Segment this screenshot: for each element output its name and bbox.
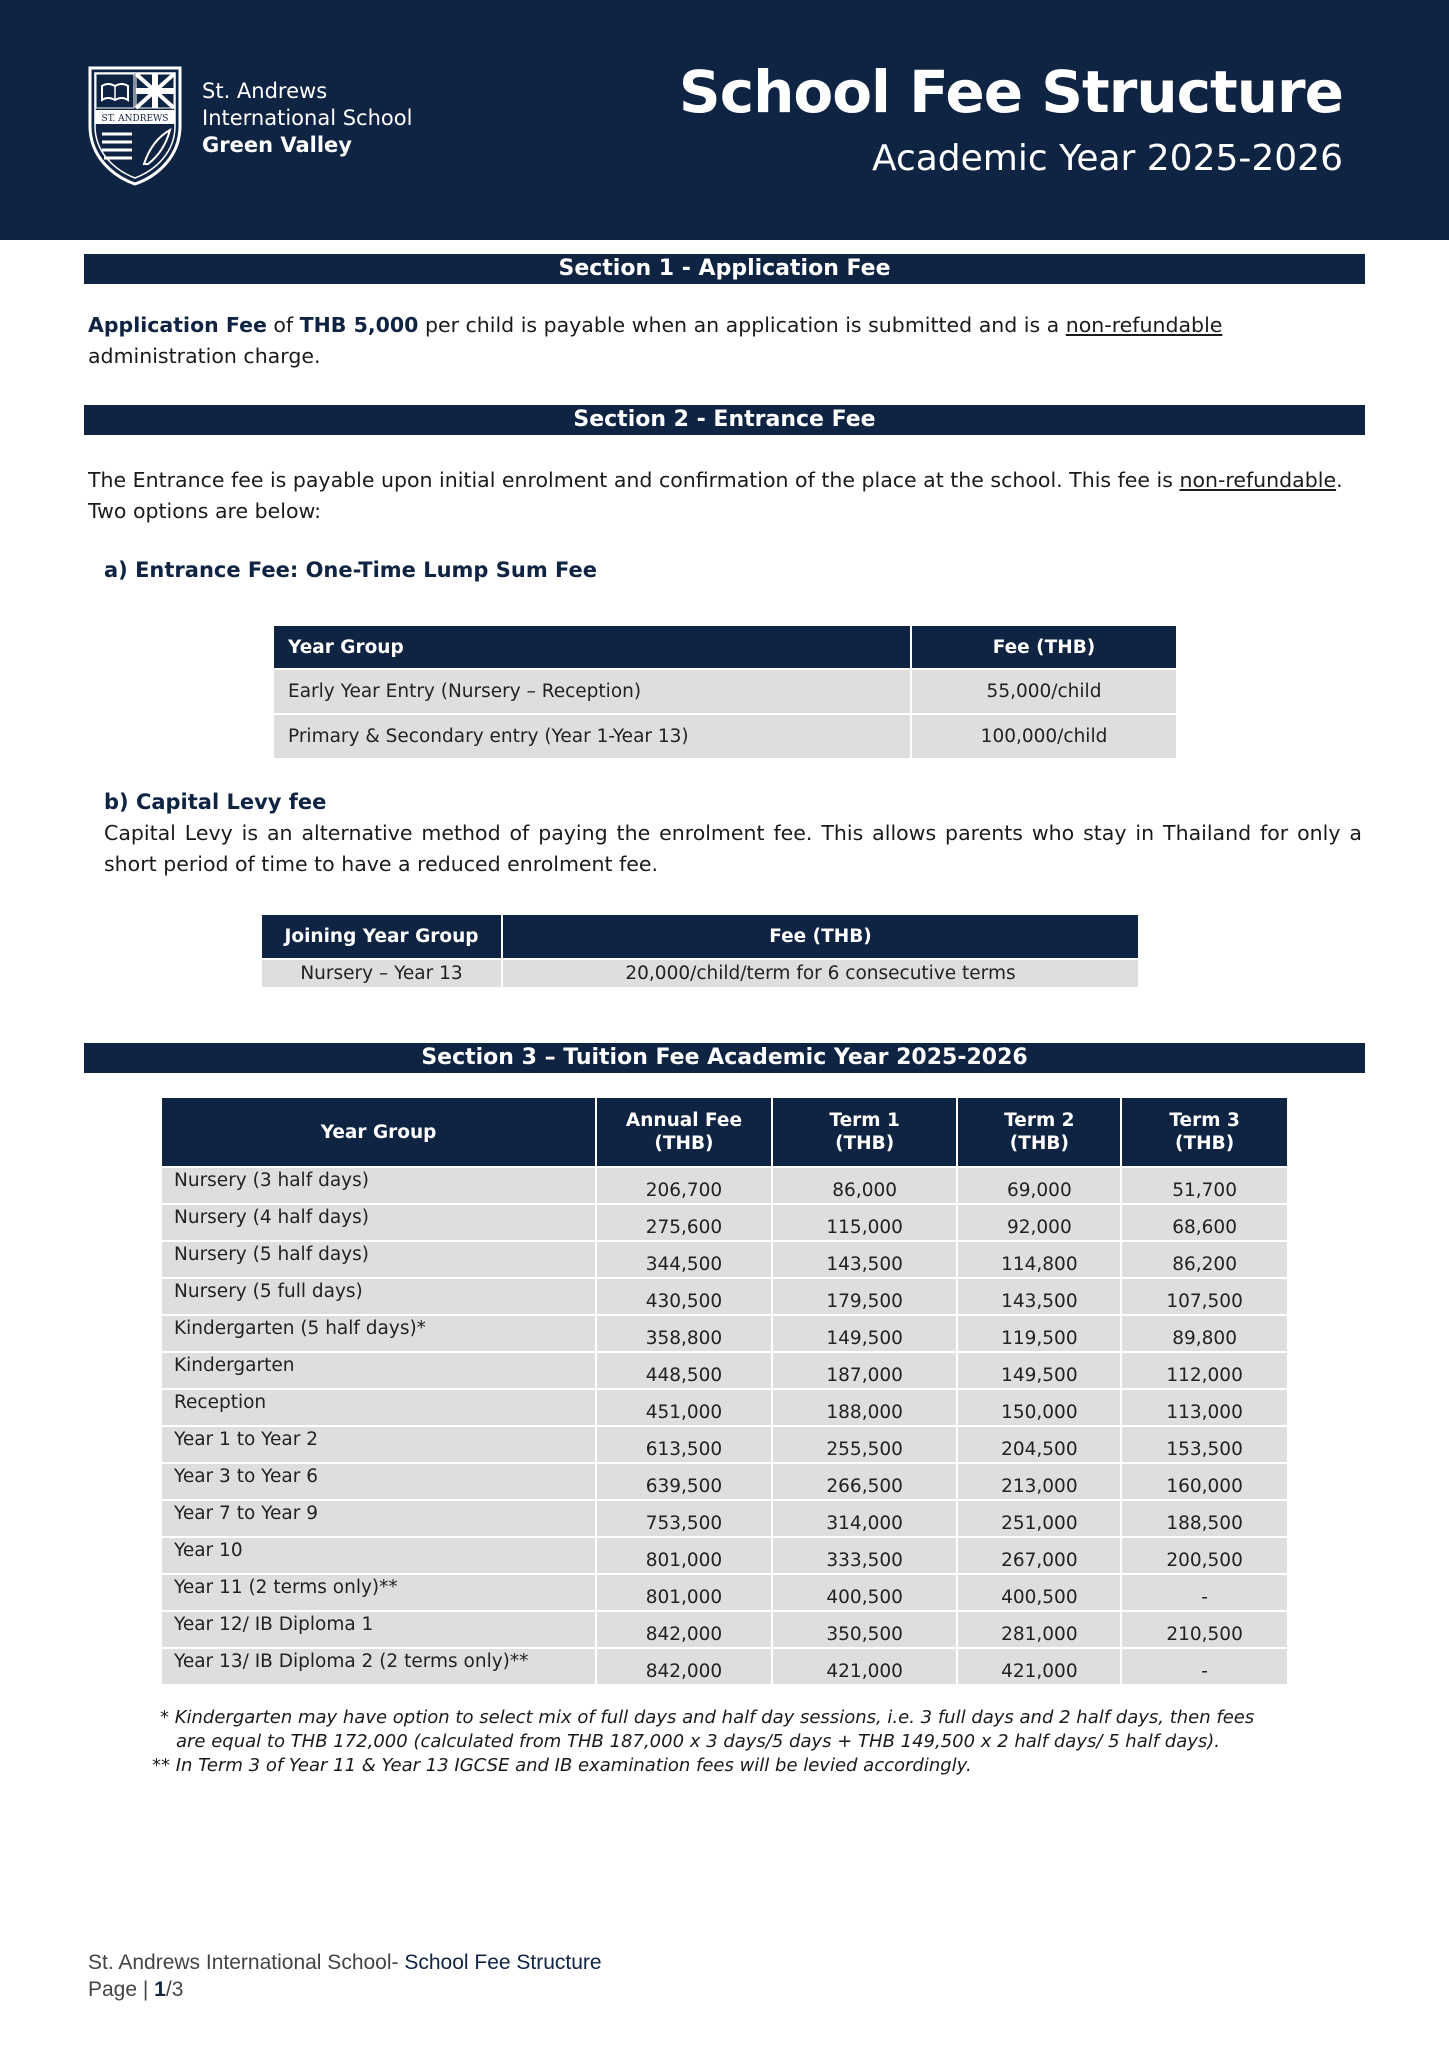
- document-subtitle: Academic Year 2025-2026: [871, 138, 1343, 179]
- fee-cell: 400,500: [957, 1574, 1121, 1611]
- table-row: [161, 1167, 1288, 1204]
- header-line: Year Group: [320, 1121, 437, 1143]
- fee-cell: 115,000: [772, 1204, 958, 1241]
- section1-title: Section 1 - Application Fee: [84, 254, 1365, 284]
- section2-paragraph: [88, 465, 1364, 527]
- document-title: School Fee Structure: [678, 58, 1343, 126]
- fee-cell: 160,000: [1121, 1463, 1288, 1500]
- entrance-fee-table: [272, 624, 1178, 760]
- table-header-row: [161, 1097, 1288, 1167]
- footnotes: [152, 1706, 1312, 1778]
- fee-cell: 842,000: [596, 1648, 772, 1685]
- year-group-cell: Year 11 (2 terms only)**: [161, 1574, 596, 1611]
- fee-cell: 153,500: [1121, 1426, 1288, 1463]
- table-row: [161, 1537, 1288, 1574]
- year-group-cell: Year 10: [161, 1537, 596, 1574]
- school-name-line2: International School: [202, 106, 413, 130]
- fee-cell: 314,000: [772, 1500, 958, 1537]
- table-row: [161, 1204, 1288, 1241]
- capital-levy-table: [260, 913, 1140, 989]
- table-row: [161, 1352, 1288, 1389]
- fee-cell: 275,600: [596, 1204, 772, 1241]
- header-line: (THB): [1175, 1133, 1235, 1154]
- section1-text3: administration charge.: [88, 344, 321, 368]
- fee-cell: 613,500: [596, 1426, 772, 1463]
- column-header: Year Group: [273, 625, 911, 669]
- fee-cell: 149,500: [957, 1352, 1121, 1389]
- fee-cell: 801,000: [596, 1574, 772, 1611]
- fee-cell: 114,800: [957, 1241, 1121, 1278]
- fee-cell: 801,000: [596, 1537, 772, 1574]
- fee-cell: 92,000: [957, 1204, 1121, 1241]
- school-name-line1: St. Andrews: [202, 79, 328, 103]
- column-header: Joining Year Group: [261, 914, 502, 959]
- fee-cell: 149,500: [772, 1315, 958, 1352]
- table-row: [161, 1278, 1288, 1315]
- fee-cell: 451,000: [596, 1389, 772, 1426]
- table-row: [161, 1463, 1288, 1500]
- table-header-row: [261, 914, 1139, 959]
- fee-cell: 143,500: [957, 1278, 1121, 1315]
- table-cell: 20,000/child/term for 6 consecutive terms: [502, 959, 1139, 988]
- column-header: Fee (THB): [911, 625, 1177, 669]
- fee-cell: 69,000: [957, 1167, 1121, 1204]
- year-group-cell: Kindergarten (5 half days)*: [161, 1315, 596, 1352]
- fee-cell: 400,500: [772, 1574, 958, 1611]
- footnote-kindergarten-cont: are equal to THB 172,000 (calculated from THB 187,000 x 3 days/5 days + THB 149,500 x 2 half days/ 5 half days).: [176, 1731, 1221, 1752]
- fee-cell: 267,000: [957, 1537, 1121, 1574]
- table-row: [161, 1574, 1288, 1611]
- header-line: Annual Fee: [625, 1110, 742, 1131]
- table-cell: 55,000/child: [911, 669, 1177, 714]
- fee-cell: 210,500: [1121, 1611, 1288, 1648]
- year-group-cell: Nursery (5 full days): [161, 1278, 596, 1315]
- svg-text:ST. ANDREWS: ST. ANDREWS: [101, 114, 169, 124]
- footer-page-number: 1: [154, 1978, 166, 2001]
- capital-levy-paragraph: Capital Levy is an alternative method of paying the enrolment fee. This allows parents who stay in Thailand for only a short period of time to have a reduced enrolment fee.: [104, 821, 1362, 876]
- table-cell: 100,000/child: [911, 714, 1177, 759]
- section3-title: Section 3 – Tuition Fee Academic Year 2025-2026: [84, 1043, 1365, 1073]
- fee-cell: 639,500: [596, 1463, 772, 1500]
- fee-cell: 119,500: [957, 1315, 1121, 1352]
- fee-cell: 89,800: [1121, 1315, 1288, 1352]
- table-row: [261, 959, 1139, 988]
- fee-cell: 251,000: [957, 1500, 1121, 1537]
- column-header-term2: [957, 1097, 1121, 1167]
- table-row: [161, 1500, 1288, 1537]
- header-line: (THB): [835, 1133, 895, 1154]
- year-group-cell: Year 13/ IB Diploma 2 (2 terms only)**: [161, 1648, 596, 1685]
- year-group-cell: Year 7 to Year 9: [161, 1500, 596, 1537]
- fee-cell: 150,000: [957, 1389, 1121, 1426]
- fee-cell: 333,500: [772, 1537, 958, 1574]
- fee-cell: 143,500: [772, 1241, 958, 1278]
- fee-cell: 281,000: [957, 1611, 1121, 1648]
- school-name-line3: Green Valley: [202, 133, 352, 157]
- year-group-cell: Nursery (5 half days): [161, 1241, 596, 1278]
- non-refundable-text: non-refundable: [1065, 313, 1223, 337]
- fee-cell: 358,800: [596, 1315, 772, 1352]
- year-group-cell: Kindergarten: [161, 1352, 596, 1389]
- fee-cell: 188,000: [772, 1389, 958, 1426]
- fee-cell: 112,000: [1121, 1352, 1288, 1389]
- year-group-cell: Year 1 to Year 2: [161, 1426, 596, 1463]
- fee-cell: 255,500: [772, 1426, 958, 1463]
- table-row: [161, 1611, 1288, 1648]
- subheading-capital-levy: b) Capital Levy fee: [104, 790, 327, 814]
- column-header-annual-fee: [596, 1097, 772, 1167]
- section2-text1: The Entrance fee is payable upon initial enrolment and confirmation of the place at the school. This fee is: [88, 468, 1180, 492]
- table-row: [161, 1315, 1288, 1352]
- fee-cell: 350,500: [772, 1611, 958, 1648]
- year-group-cell: Nursery (3 half days): [161, 1167, 596, 1204]
- section1-text1: of: [266, 313, 300, 337]
- section1-paragraph: [88, 310, 1364, 372]
- fee-cell: 344,500: [596, 1241, 772, 1278]
- page-footer: [88, 1949, 602, 2003]
- section2-title: Section 2 - Entrance Fee: [84, 405, 1365, 435]
- fee-cell: 179,500: [772, 1278, 958, 1315]
- table-cell: Early Year Entry (Nursery – Reception): [273, 669, 911, 714]
- fee-cell: 448,500: [596, 1352, 772, 1389]
- year-group-cell: Year 12/ IB Diploma 1: [161, 1611, 596, 1648]
- footer-page-total: /3: [165, 1978, 184, 2001]
- non-refundable-text: non-refundable: [1179, 468, 1337, 492]
- fee-cell: -: [1121, 1574, 1288, 1611]
- fee-cell: 86,200: [1121, 1241, 1288, 1278]
- subheading-lump-sum: a) Entrance Fee: One-Time Lump Sum Fee: [104, 558, 598, 582]
- header-line: Term 1: [829, 1110, 900, 1131]
- fee-cell: 107,500: [1121, 1278, 1288, 1315]
- year-group-cell: Reception: [161, 1389, 596, 1426]
- header-line: (THB): [654, 1133, 714, 1154]
- fee-cell: -: [1121, 1648, 1288, 1685]
- table-row: [161, 1389, 1288, 1426]
- header-line: Term 3: [1169, 1110, 1240, 1131]
- column-header: Fee (THB): [502, 914, 1139, 959]
- column-header-year-group: [161, 1097, 596, 1167]
- fee-cell: 266,500: [772, 1463, 958, 1500]
- section1-text2: per child is payable when an application is submitted and is a: [418, 313, 1066, 337]
- table-row: [273, 714, 1177, 759]
- table-cell: Primary & Secondary entry (Year 1-Year 13): [273, 714, 911, 759]
- footnote-kindergarten: * Kindergarten may have option to select mix of full days and half day sessions, i.e. 3 full days and 2 half days, then fees: [160, 1707, 1255, 1728]
- fee-cell: 113,000: [1121, 1389, 1288, 1426]
- column-header-term1: [772, 1097, 958, 1167]
- school-name: [202, 78, 412, 159]
- header-line: Term 2: [1004, 1110, 1075, 1131]
- fee-cell: 51,700: [1121, 1167, 1288, 1204]
- footer-school: St. Andrews International School-: [88, 1951, 405, 1974]
- header-line: (THB): [1009, 1133, 1069, 1154]
- fee-cell: 842,000: [596, 1611, 772, 1648]
- fee-cell: 68,600: [1121, 1204, 1288, 1241]
- fee-cell: 206,700: [596, 1167, 772, 1204]
- fee-cell: 204,500: [957, 1426, 1121, 1463]
- page-header: [0, 0, 1449, 240]
- footer-page-label: Page |: [88, 1978, 155, 2001]
- application-fee-amount: THB 5,000: [299, 313, 419, 337]
- table-row: [161, 1241, 1288, 1278]
- footer-doc-title: School Fee Structure: [404, 1951, 602, 1974]
- fee-cell: 213,000: [957, 1463, 1121, 1500]
- footnote-exam-fees: ** In Term 3 of Year 11 & Year 13 IGCSE and IB examination fees will be levied accordingly.: [152, 1755, 972, 1776]
- table-row: [273, 669, 1177, 714]
- fee-cell: 430,500: [596, 1278, 772, 1315]
- table-cell: Nursery – Year 13: [261, 959, 502, 988]
- fee-cell: 421,000: [957, 1648, 1121, 1685]
- fee-cell: 86,000: [772, 1167, 958, 1204]
- tuition-fee-table: [160, 1096, 1289, 1686]
- table-row: [161, 1648, 1288, 1685]
- table-header-row: [273, 625, 1177, 669]
- section2-text2: . Two options are below:: [88, 468, 1343, 523]
- footer-line2: [88, 1976, 602, 2003]
- fee-cell: 200,500: [1121, 1537, 1288, 1574]
- table-row: [161, 1426, 1288, 1463]
- school-crest-icon: [86, 64, 184, 188]
- application-fee-label: Application Fee: [88, 313, 267, 337]
- fee-cell: 187,000: [772, 1352, 958, 1389]
- year-group-cell: Year 3 to Year 6: [161, 1463, 596, 1500]
- fee-cell: 421,000: [772, 1648, 958, 1685]
- fee-cell: 753,500: [596, 1500, 772, 1537]
- fee-cell: 188,500: [1121, 1500, 1288, 1537]
- footer-line1: [88, 1949, 602, 1976]
- column-header-term3: [1121, 1097, 1288, 1167]
- year-group-cell: Nursery (4 half days): [161, 1204, 596, 1241]
